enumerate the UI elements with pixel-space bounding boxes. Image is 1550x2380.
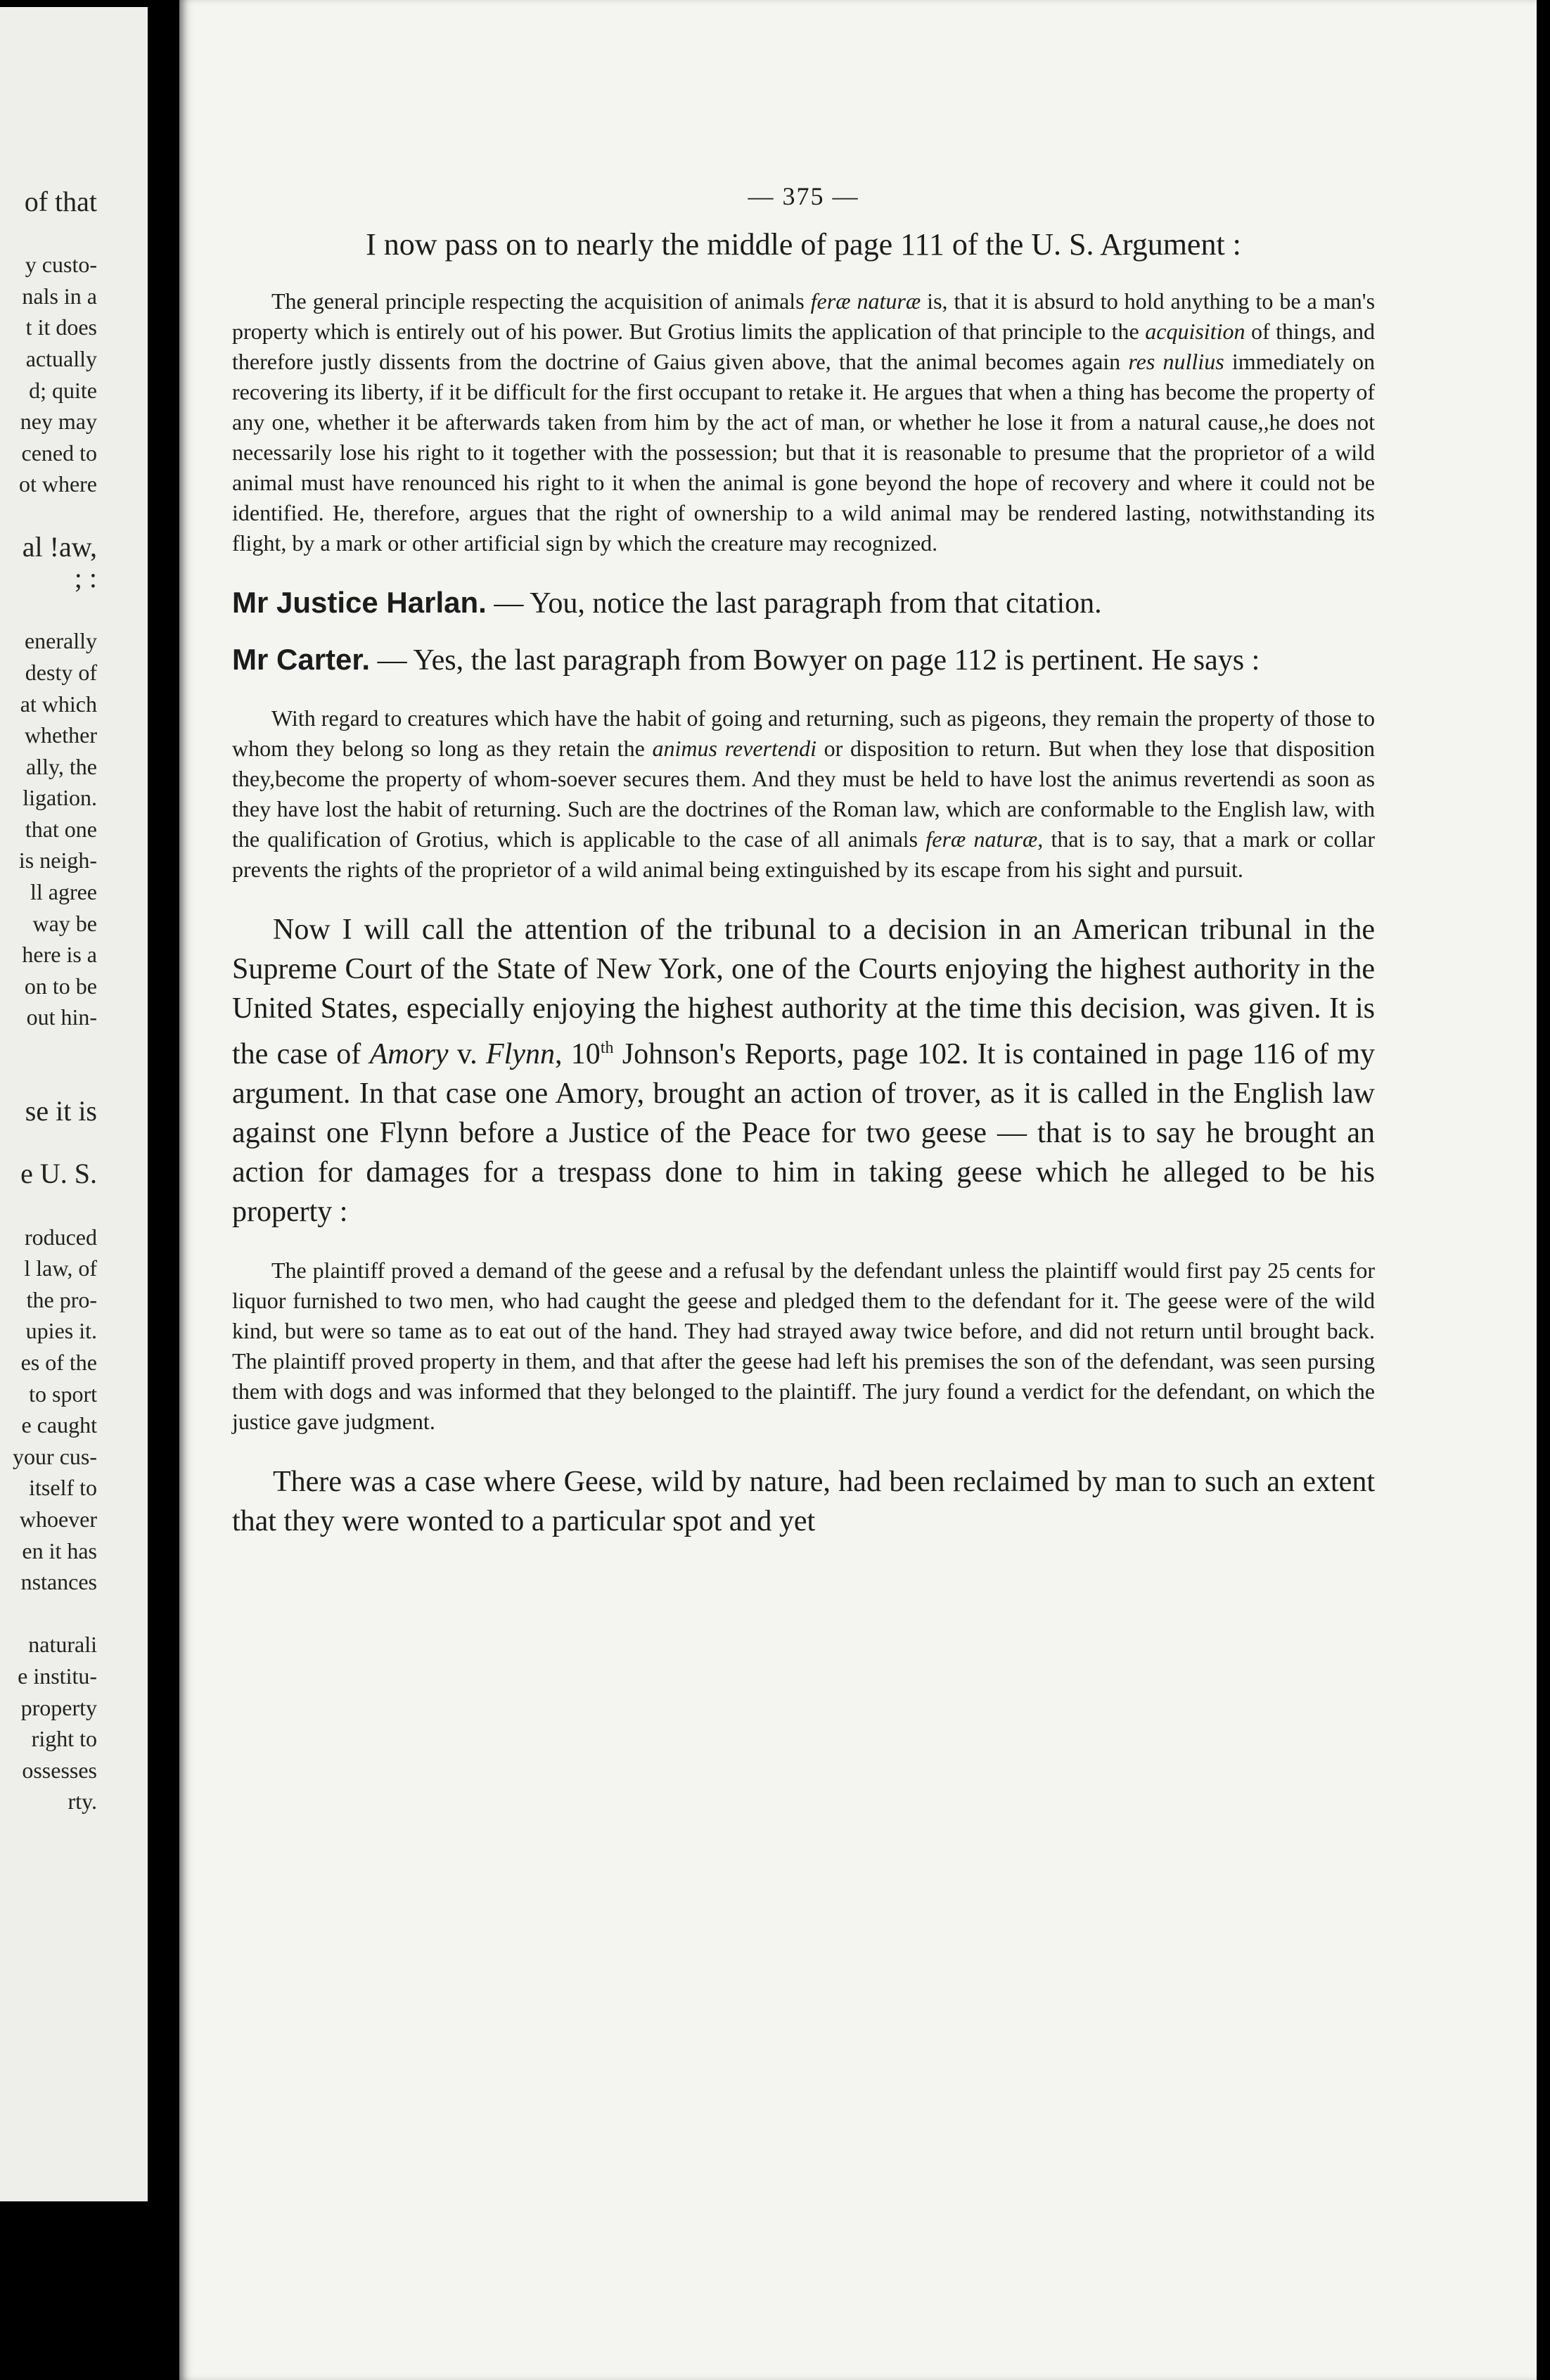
facing-page-fragment [0, 7, 148, 2201]
facing-line: y custo- [25, 252, 97, 278]
text-column [232, 169, 1375, 1565]
facing-line: ally, the [26, 753, 97, 779]
facing-line: nstances [20, 1569, 97, 1595]
facing-line [0, 1065, 97, 1096]
facing-line: property [20, 1694, 97, 1720]
paragraph-amory-flynn: Now I will call the attention of the tribunal to a decision in an American tribunal in the Supreme Court of the State of New York, one of the Courts enjoying the highest authority in the United States, especially enjoying the highest authority at the time this decision, was given. It is the case of Amory v. Flynn, 10th Johnson's Reports, page 102. It is contained in page 116 of my argument. In that case one Amory, brought an action of trover, as it is called in the English law against one Flynn before a Justice of the Peace for two geese — that is to say he brought an action for damages for a trespass done to him in taking geese which he alleged to be his property : [232, 914, 1375, 1228]
facing-line: d; quite [29, 377, 97, 403]
page-number: — 375 — [748, 182, 859, 210]
facing-line: actually [25, 345, 97, 371]
facing-line: rty. [68, 1789, 97, 1815]
facing-line: cened to [21, 440, 97, 466]
facing-page-text [0, 186, 97, 1817]
facing-line: al !aw, [22, 530, 97, 563]
facing-line: right to [31, 1726, 97, 1752]
facing-line: ligation. [23, 785, 97, 811]
paragraph-geese: There was a case where Geese, wild by nature, had been reclaimed by man to such an extent that they were wonted to a particular spot and yet [232, 1466, 1375, 1537]
quote-grotius: The general principle respecting the acquisition of animals feræ naturæ is, that it is absurd to hold anything to be a man's property which is entirely out of his power. But Grotius limits the application of that principle to the acquisition of things, and therefore justly dissents from the doctrine of Gaius given above, that the animal becomes again res nullius immediately on recovering its liberty, if it be difficult for the first occupant to retake it. He argues that when a thing has become the property of any one, whether it be afterwards taken from him by the act of man, or whether he lose it from a natural cause,,he does not necessarily lose his right to it together with the possession; but that it is reasonable to presume that the proprietor of a wild animal must have renounced his right to it when the animal is gone beyond the hope of recovery and where it could not be identified. He, therefore, argues that the right of ownership to a wild animal may be rendered lasting, notwithstanding its flight, by a mark or other artificial sign by which the creature may recognized. [232, 288, 1376, 556]
facing-line: ney may [20, 409, 97, 435]
facing-line: is neigh- [18, 847, 97, 874]
facing-line: naturali [28, 1632, 97, 1658]
facing-line: se it is [25, 1095, 97, 1127]
facing-line: your cus- [13, 1443, 97, 1469]
facing-line: e institu- [18, 1663, 97, 1689]
dialog-carter: Mr Carter. — Yes, the last paragraph from Bowyer on page 112 is pertinent. He says : [232, 643, 1260, 677]
facing-line: out hin- [26, 1004, 97, 1030]
facing-line: e U. S. [20, 1158, 97, 1190]
facing-line: e caught [21, 1412, 97, 1438]
facing-line: whoever [19, 1506, 97, 1532]
facing-line [0, 1127, 97, 1159]
facing-line [0, 218, 97, 250]
facing-line [0, 1033, 97, 1065]
facing-line: ll agree [30, 879, 97, 905]
facing-line: at which [20, 691, 97, 717]
facing-line: of that [24, 186, 97, 217]
book-page [179, 0, 1537, 2380]
speaker-name: Mr Justice Harlan. [232, 586, 487, 619]
section-heading: I now pass on to nearly the middle of page 111 of the U. S. Argument : [366, 227, 1241, 262]
facing-line: desty of [25, 659, 97, 685]
quote-case-facts: The plaintiff proved a demand of the geese and a refusal by the defendant unless the plaintiff would first pay 25 cents for liquor furnished to two men, who had caught the geese and pledged them to the defendant for it. The geese were of the wild kind, but were so tame as to eat out of the hand. They had strayed away twice before, and did not return until brought back. The plaintiff proved property in them, and that after the geese had left his premises the son of the defendant, was seen pursing them with dogs and was informed that they belonged to the plaintiff. The jury found a verdict for the defendant, on which the justice gave judgment. [232, 1258, 1375, 1434]
facing-line [0, 500, 97, 532]
facing-line: the pro- [26, 1286, 97, 1312]
facing-line [0, 1598, 97, 1630]
facing-line: itself to [29, 1475, 97, 1501]
facing-line: en it has [22, 1537, 97, 1563]
speaker-name: Mr Carter. [232, 643, 371, 676]
facing-line: t it does [25, 314, 97, 340]
facing-line: ossesses [22, 1757, 97, 1783]
facing-line: l law, of [24, 1255, 97, 1281]
facing-line: ot where [18, 471, 97, 497]
facing-line [0, 1190, 97, 1222]
facing-line: way be [32, 910, 97, 936]
facing-line [0, 594, 97, 626]
facing-line: that one [25, 816, 97, 842]
facing-line: ; : [74, 562, 97, 594]
facing-line: here is a [22, 942, 97, 968]
quote-bowyer: With regard to creatures which have the habit of going and returning, such as pigeons, they remain the property of those to whom they belong so long as they retain the animus revertendi or disposition to return. But when they lose that disposition they,become the property of whom-soever secures them. And they must be held to have lost the animus revertendi as soon as they have lost the habit of returning. Such are the doctrines of the Roman law, which are conformable to the English law, with the qualification of Grotius, which is applicable to the case of all animals feræ naturæ, that is to say, that a mark or collar prevents the rights of the proprietor of a wild animal being extinguished by its escape from his sight and pursuit. [232, 705, 1376, 882]
facing-line: on to be [24, 973, 97, 999]
facing-line: nals in a [22, 283, 97, 309]
facing-line: enerally [24, 628, 97, 654]
facing-line: roduced [24, 1224, 97, 1250]
facing-line: upies it. [25, 1318, 97, 1344]
facing-line: es of the [20, 1349, 97, 1375]
dialog-harlan: Mr Justice Harlan. — You, notice the last paragraph from that citation. [232, 586, 1102, 620]
facing-line: whether [24, 722, 97, 748]
facing-line: to sport [29, 1381, 97, 1407]
